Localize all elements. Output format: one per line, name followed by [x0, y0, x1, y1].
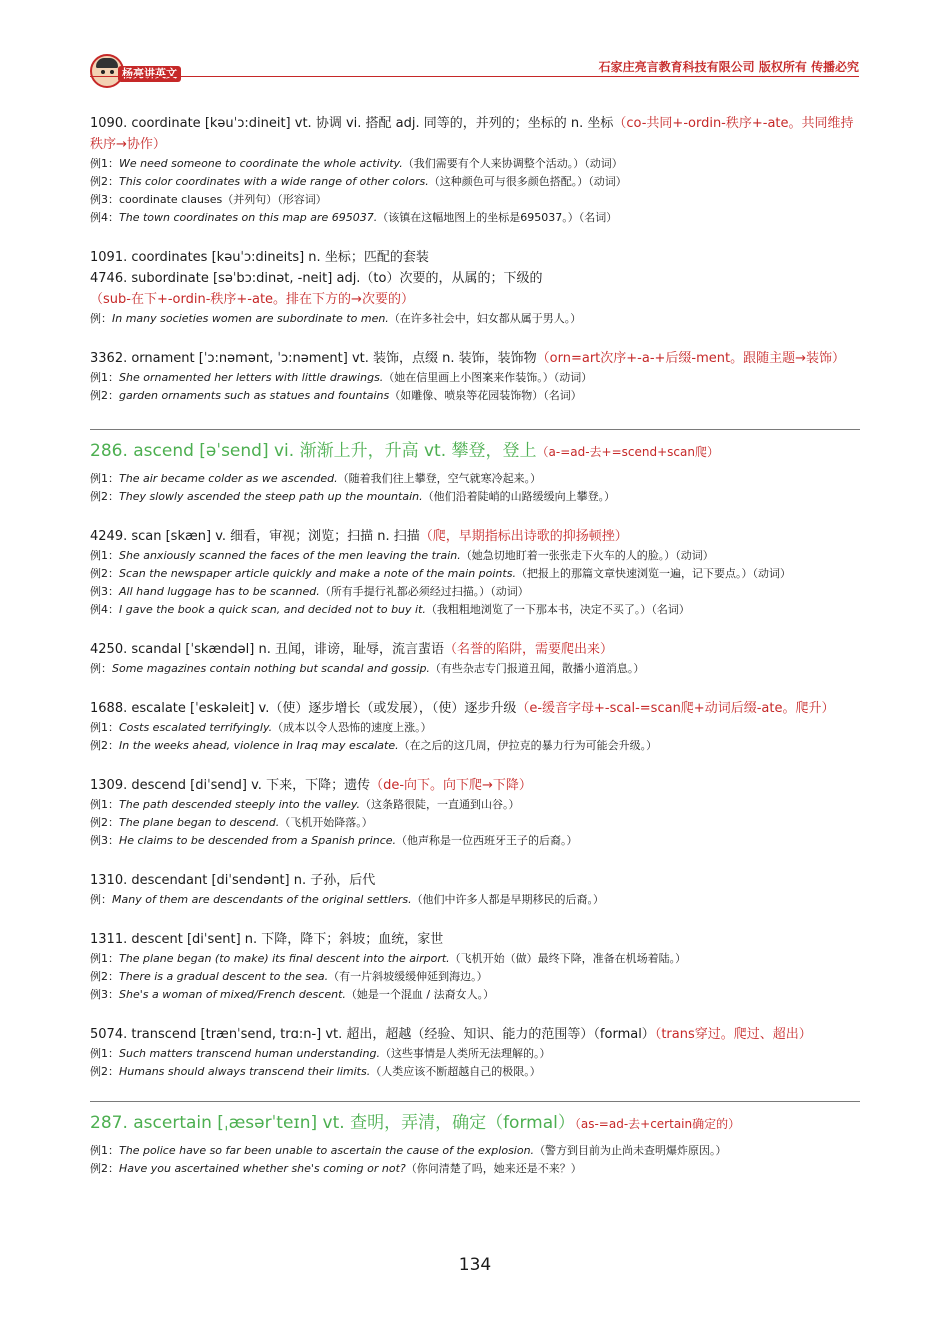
example-chinese: （警方到目前为止尚未查明爆炸原因。）: [534, 1144, 727, 1157]
entry-head: [90, 526, 860, 547]
example: [90, 950, 860, 968]
example: [90, 1063, 860, 1081]
example-english: He claims to be descended from a Spanish prince.: [119, 834, 397, 847]
example-chinese: （她在信里画上小图案来作装饰。）（动词）: [383, 371, 593, 384]
example: [90, 369, 860, 387]
example-label: 例1：: [90, 549, 119, 562]
example-english: She anxiously scanned the faces of the men leaving the train.: [119, 549, 461, 562]
entry-definition: 1309. descend [diˈsend] v. 下来，下降；遗传: [90, 778, 371, 793]
root-explanation: （as-=ad-去+certain确定的）: [574, 1117, 741, 1131]
page-content: [90, 113, 860, 1178]
example: [90, 310, 860, 328]
example-chinese: （我粗粗地浏览了一下那本书，决定不买了。）（名词）: [425, 603, 690, 616]
example: [90, 155, 860, 173]
entry-definition: 1090. coordinate [kəuˈɔ:dineit] vt. 协调 vi. 搭配 adj. 同等的，并列的；坐标的 n. 坐标: [90, 116, 614, 131]
copyright-notice: 石家庄亮言教育科技有限公司 版权所有 传播必究: [598, 60, 859, 74]
root-explanation: （爬，早期指标出诗歌的抑扬顿挫）: [419, 529, 628, 544]
example-label: 例1：: [90, 371, 119, 384]
example-chinese: （他们沿着陡峭的山路缓缓向上攀登。）: [422, 490, 616, 503]
vocab-entry: [90, 348, 860, 405]
example-english: Costs escalated terrifyingly.: [119, 721, 273, 734]
vocab-entry: [90, 247, 860, 268]
example-chinese: （他们中许多人都是早期移民的后裔。）: [411, 893, 605, 906]
vocab-entry: [90, 775, 860, 850]
example-label: 例：: [90, 662, 112, 675]
section-divider: [90, 1101, 860, 1102]
example-english: In the weeks ahead, violence in Iraq may escalate.: [119, 739, 399, 752]
vocab-entry: [90, 526, 860, 619]
example: [90, 891, 860, 909]
entry-head: [90, 1024, 860, 1045]
example-english: Scan the newspaper article quickly and make a note of the main points.: [119, 567, 516, 580]
entry-definition: 4746. subordinate [səˈbɔ:dinət, -neit] adj.（to）次要的，从属的；下级的: [90, 271, 543, 286]
example-english: We need someone to coordinate the whole activity.: [119, 157, 403, 170]
example-chinese: （成本以令人恐怖的速度上涨。）: [272, 721, 432, 734]
example-english: This color coordinates with a wide range of other colors.: [119, 175, 429, 188]
example: [90, 470, 860, 488]
example-label: 例4：: [90, 211, 119, 224]
example-label: 例2：: [90, 567, 119, 580]
entry-definition: 1091. coordinates [kəuˈɔ:dineits] n. 坐标；匹配的套装: [90, 250, 429, 265]
vocab-entry: [90, 1024, 860, 1081]
entry-definition: 1310. descendant [diˈsendənt] n. 子孙，后代: [90, 873, 376, 888]
example-label: 例1：: [90, 1144, 119, 1157]
root-explanation: （orn=art次序+-a-+后缀-ment。跟随主题→装饰）: [536, 351, 845, 366]
example-label: 例2：: [90, 739, 119, 752]
example-english: Some magazines contain nothing but scandal and gossip.: [112, 662, 430, 675]
main-word-head: [90, 439, 860, 464]
example-chinese: （并列句）（形容词）: [222, 193, 327, 206]
example-chinese: （所有手提行礼都必须经过扫描。）（动词）: [319, 585, 529, 598]
example-chinese: （人类应该不断超越自己的极限。）: [370, 1065, 541, 1078]
entry-definition: 1311. descent [diˈsent] n. 下降，降下；斜坡；血统，家世: [90, 932, 444, 947]
example-english: The plane began (to make) its final descent into the airport.: [119, 952, 450, 965]
root-explanation: （de-向下。向下爬→下降）: [370, 778, 532, 793]
example: [90, 565, 860, 583]
vocab-entry: [90, 113, 860, 227]
root-explanation: （co-共同+-ordin-秩序+-ate。共同维持秩序→协作）: [90, 116, 854, 152]
main-word-head: [90, 1111, 860, 1136]
example-chinese: （在许多社会中，妇女都从属于男人。）: [388, 312, 582, 325]
example: [90, 1142, 860, 1160]
example-chinese: （这条路很陡，一直通到山谷。）: [359, 798, 520, 811]
main-word-entry: [90, 439, 860, 506]
example-chinese: （他声称是一位西班牙王子的后裔。）: [396, 834, 578, 847]
example-label: 例2：: [90, 816, 119, 829]
example-label: 例3：: [90, 988, 119, 1001]
vocab-entry: [90, 870, 860, 909]
example-label: 例1：: [90, 157, 119, 170]
logo-text: 杨亮讲英文: [118, 66, 181, 82]
example-english: The police have so far been unable to ascertain the cause of the explosion.: [119, 1144, 535, 1157]
root-explanation: （trans穿过。爬过、超出）: [654, 1027, 812, 1042]
example-english: The path descended steeply into the valley.: [119, 798, 360, 811]
example-chinese: （把报上的那篇文章快速浏览一遍，记下要点。）（动词）: [515, 567, 791, 580]
entry-head: [90, 698, 860, 719]
example-english: They slowly ascended the steep path up the mountain.: [119, 490, 423, 503]
example-label: 例2：: [90, 970, 119, 983]
entry-head: [90, 639, 860, 660]
section-divider: [90, 429, 860, 430]
root-explanation: （e-缓音字母+-scal-=scan爬+动词后缀-ate。爬升）: [516, 701, 835, 716]
example: [90, 1045, 860, 1063]
example-label: 例3：: [90, 585, 119, 598]
example: [90, 986, 860, 1004]
example-label: 例2：: [90, 490, 119, 503]
vocab-entry: [90, 268, 860, 328]
example-label: 例：: [90, 893, 112, 906]
example-label: 例2：: [90, 389, 119, 402]
example-english: Many of them are descendants of the original settlers.: [112, 893, 412, 906]
logo: [90, 54, 188, 90]
example-english: coordinate clauses: [119, 193, 223, 206]
root-explanation: （a-=ad-去+=scend+scan爬）: [536, 445, 719, 459]
example: [90, 387, 860, 405]
entry-definition: 3362. ornament [ˈɔ:nəmənt, ˈɔ:nəment] vt. 装饰，点缀 n. 装饰，装饰物: [90, 351, 537, 366]
example-english: Such matters transcend human understanding.: [119, 1047, 380, 1060]
example-chinese: （这些事情是人类所无法理解的。）: [379, 1047, 551, 1060]
vocab-entry: [90, 639, 860, 678]
example-label: 例1：: [90, 952, 119, 965]
example: [90, 968, 860, 986]
header-divider: [90, 76, 859, 77]
example: [90, 583, 860, 601]
root-explanation: （sub-在下+-ordin-秩序+-ate。排在下方的→次要的）: [90, 292, 414, 307]
example-chinese: （在之后的这几周，伊拉克的暴力行为可能会升级。）: [398, 739, 658, 752]
example-label: 例1：: [90, 798, 119, 811]
example-label: 例2：: [90, 1065, 119, 1078]
example-english: Humans should always transcend their limits.: [119, 1065, 371, 1078]
example-english: She's a woman of mixed/French descent.: [119, 988, 346, 1001]
example-english: Have you ascertained whether she's coming or not?: [119, 1162, 406, 1175]
example-chinese: （该镇在这幅地图上的坐标是695037。）（名词）: [377, 211, 618, 224]
example-chinese: （随着我们往上攀登，空气就寒冷起来。）: [337, 472, 542, 485]
example-label: 例2：: [90, 1162, 119, 1175]
example: [90, 191, 860, 209]
example-label: 例3：: [90, 834, 119, 847]
example-english: I gave the book a quick scan, and decided not to buy it.: [119, 603, 426, 616]
example-chinese: （飞机开始降落。）: [279, 816, 373, 829]
root-explanation: （名誉的陷阱，需要爬出来）: [443, 642, 613, 657]
vocab-entry: [90, 698, 860, 755]
entry-definition: 4249. scan [skæn] v. 细看，审视；浏览；扫描 n. 扫描: [90, 529, 420, 544]
example: [90, 209, 860, 227]
example-label: 例3：: [90, 193, 119, 206]
example: [90, 547, 860, 565]
example: [90, 1160, 860, 1178]
example-english: There is a gradual descent to the sea.: [119, 970, 329, 983]
example-chinese: （我们需要有个人来协调整个活动。）（动词）: [402, 157, 623, 170]
example: [90, 832, 860, 850]
example: [90, 173, 860, 191]
main-word-definition: 286. ascend [əˈsend] vi. 渐渐上升，升高 vt. 攀登，登上: [90, 441, 537, 461]
example: [90, 660, 860, 678]
example-label: 例2：: [90, 175, 119, 188]
page-number: 134: [458, 1255, 492, 1275]
entry-definition: 1688. escalate [ˈeskəleit] v.（使）逐步增长（或发展），（使）逐步升级: [90, 701, 517, 716]
page-header: [0, 0, 950, 90]
vocab-entry: [90, 929, 860, 1004]
example-english: garden ornaments such as statues and fountains: [119, 389, 390, 402]
example-english: All hand luggage has to be scanned.: [119, 585, 320, 598]
example: [90, 488, 860, 506]
example: [90, 601, 860, 619]
entry-head: [90, 247, 860, 268]
example: [90, 796, 860, 814]
entry-definition: 4250. scandal [ˈskændəl] n. 丑闻，诽谤，耻辱，流言蜚语: [90, 642, 444, 657]
example-label: 例4：: [90, 603, 119, 616]
example-chinese: （如雕像、喷泉等花园装饰物）（名词）: [389, 389, 582, 402]
example-english: The air became colder as we ascended.: [119, 472, 338, 485]
example: [90, 719, 860, 737]
example-english: She ornamented her letters with little drawings.: [119, 371, 384, 384]
example-chinese: （有些杂志专门报道丑闻，散播小道消息。）: [429, 662, 645, 675]
main-word-entry: [90, 1111, 860, 1178]
example-chinese: （飞机开始（做）最终下降，准备在机场着陆。）: [449, 952, 687, 965]
example-chinese: （她是一个混血 / 法裔女人。）: [345, 988, 495, 1001]
example-english: In many societies women are subordinate to men.: [112, 312, 389, 325]
entry-head: [90, 268, 860, 310]
main-word-definition: 287. ascertain [ˌæsərˈteɪn] vt. 查明，弄清，确定（formal）: [90, 1113, 575, 1133]
example: [90, 814, 860, 832]
example-chinese: （有一片斜坡缓缓伸延到海边。）: [328, 970, 488, 983]
entry-head: [90, 113, 860, 155]
example-label: 例1：: [90, 1047, 119, 1060]
example-english: The town coordinates on this map are 695037.: [119, 211, 378, 224]
entry-definition: 5074. transcend [trænˈsend, trɑ:n-] vt. 超出，超越（经验、知识、能力的范围等）（formal）: [90, 1027, 655, 1042]
example-label: 例1：: [90, 472, 119, 485]
example-english: The plane began to descend.: [119, 816, 280, 829]
entry-head: [90, 929, 860, 950]
example-label: 例：: [90, 312, 112, 325]
example: [90, 737, 860, 755]
entry-head: [90, 775, 860, 796]
entry-head: [90, 348, 860, 369]
example-label: 例1：: [90, 721, 119, 734]
entry-head: [90, 870, 860, 891]
example-chinese: （她急切地盯着一张张走下火车的人的脸。）（动词）: [460, 549, 714, 562]
example-chinese: （你问清楚了吗，她来还是不来？）: [405, 1162, 582, 1175]
example-chinese: （这种颜色可与很多颜色搭配。）（动词）: [428, 175, 627, 188]
